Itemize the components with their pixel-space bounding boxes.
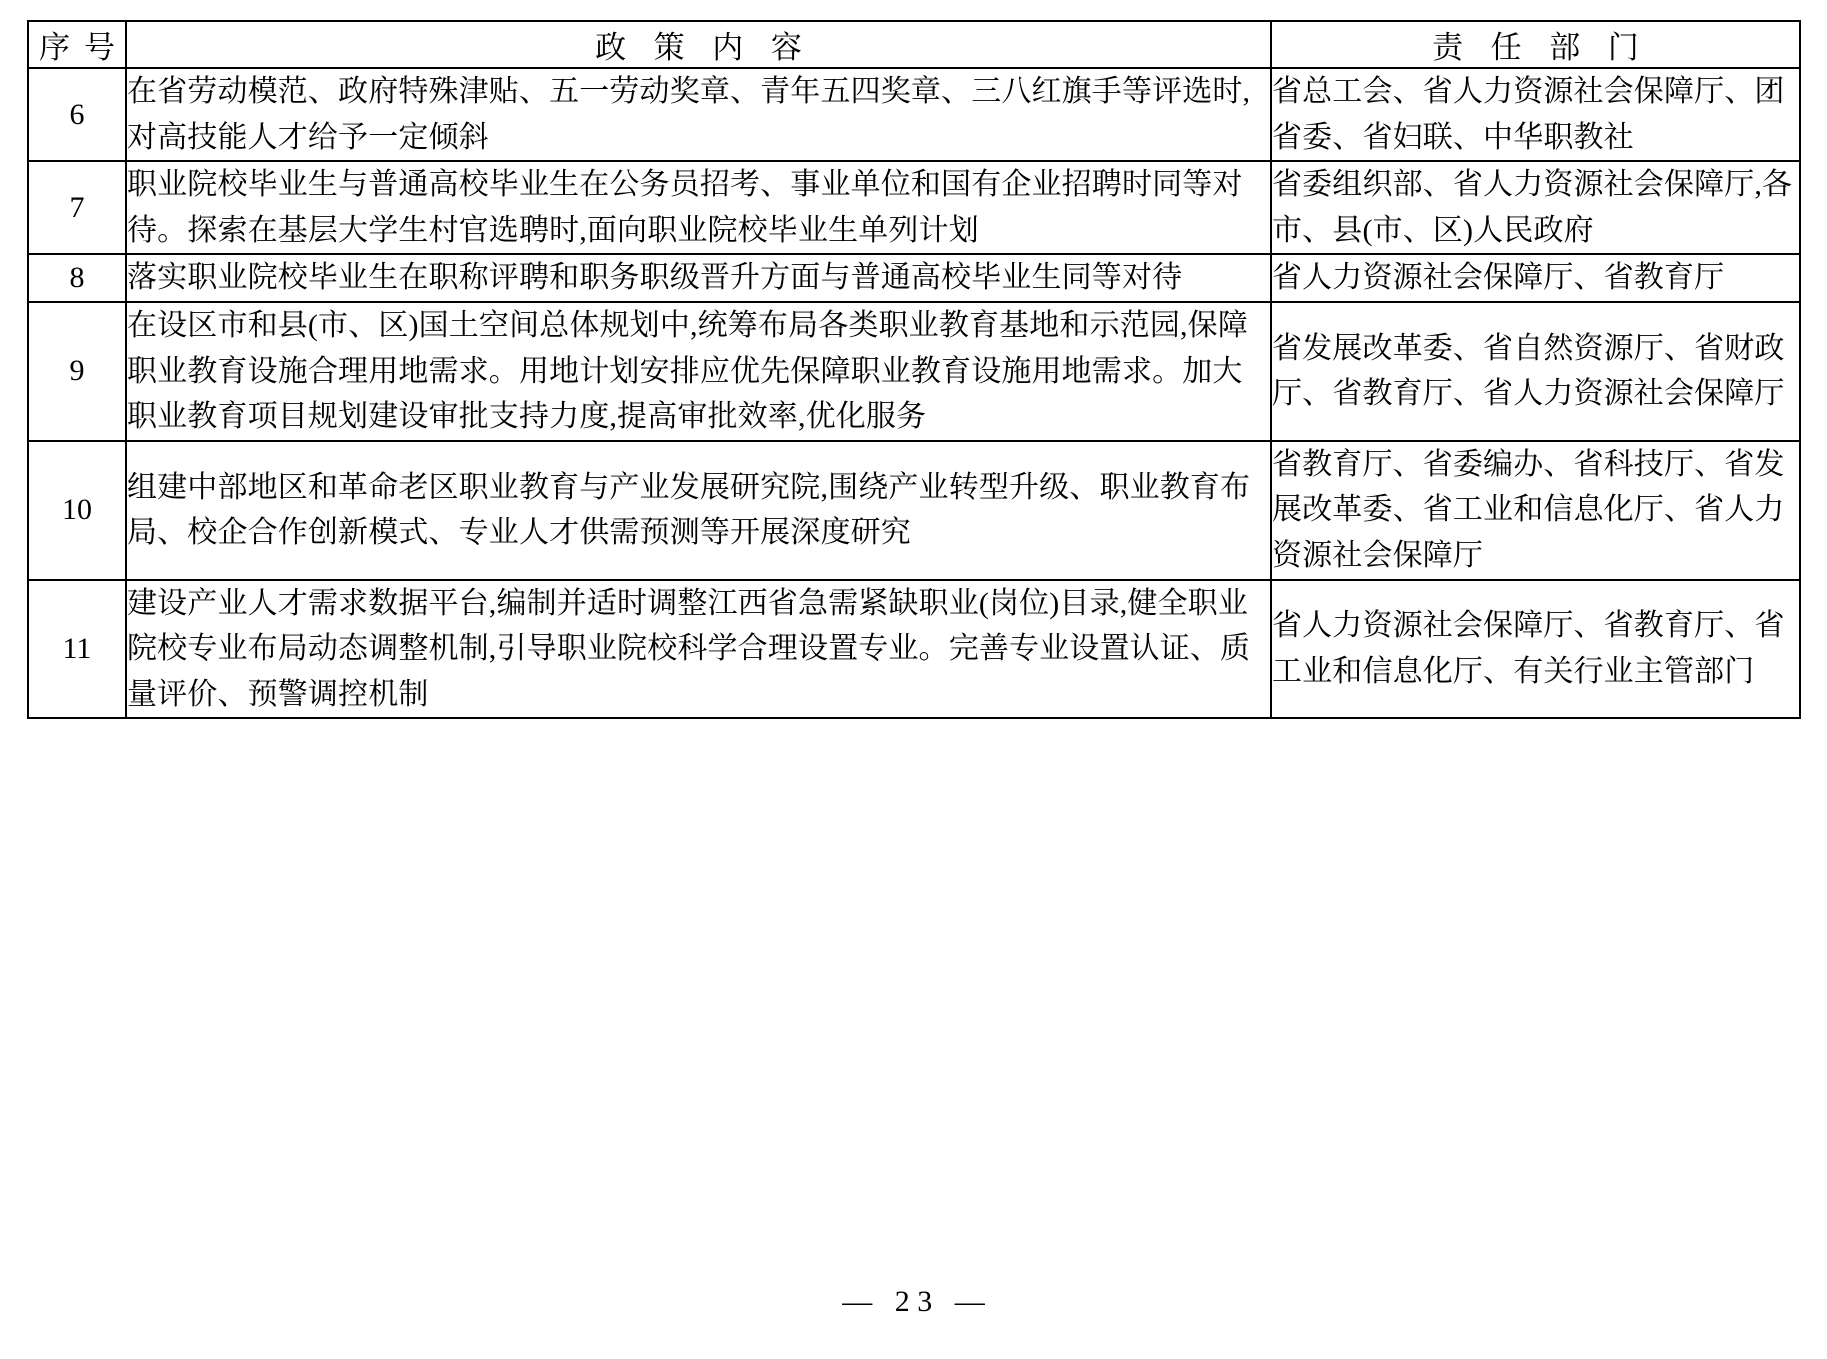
table-row — [28, 302, 1800, 441]
table-row — [28, 441, 1800, 580]
table-row — [28, 161, 1800, 254]
table-header-row — [28, 21, 1800, 68]
row-number: 6 — [28, 68, 126, 161]
row-department: 省总工会、省人力资源社会保障厅、团省委、省妇联、中华职教社 — [1271, 68, 1800, 161]
column-header-dept: 责 任 部 门 — [1271, 21, 1800, 68]
row-number: 11 — [28, 580, 126, 719]
row-content: 在设区市和县(市、区)国土空间总体规划中,统筹布局各类职业教育基地和示范园,保障职业教育设施合理用地需求。用地计划安排应优先保障职业教育设施用地需求。加大职业教育项目规划建设审批支持力度,提高审批效率,优化服务 — [126, 302, 1271, 441]
row-department: 省教育厅、省委编办、省科技厅、省发展改革委、省工业和信息化厅、省人力资源社会保障厅 — [1271, 441, 1800, 580]
table-row — [28, 254, 1800, 302]
page-number: — 23 — — [842, 1285, 993, 1318]
table-row — [28, 68, 1800, 161]
row-content: 落实职业院校毕业生在职称评聘和职务职级晋升方面与普通高校毕业生同等对待 — [126, 254, 1271, 302]
column-header-content: 政 策 内 容 — [126, 21, 1271, 68]
policy-table — [27, 20, 1801, 719]
row-number: 10 — [28, 441, 126, 580]
row-content: 建设产业人才需求数据平台,编制并适时调整江西省急需紧缺职业(岗位)目录,健全职业院校专业布局动态调整机制,引导职业院校科学合理设置专业。完善专业设置认证、质量评价、预警调控机制 — [126, 580, 1271, 719]
column-header-no: 序 号 — [28, 21, 126, 68]
row-department: 省发展改革委、省自然资源厅、省财政厅、省教育厅、省人力资源社会保障厅 — [1271, 302, 1800, 441]
row-content: 组建中部地区和革命老区职业教育与产业发展研究院,围绕产业转型升级、职业教育布局、校企合作创新模式、专业人才供需预测等开展深度研究 — [126, 441, 1271, 580]
table-row — [28, 580, 1800, 719]
row-department: 省人力资源社会保障厅、省教育厅、省工业和信息化厅、有关行业主管部门 — [1271, 580, 1800, 719]
row-content: 职业院校毕业生与普通高校毕业生在公务员招考、事业单位和国有企业招聘时同等对待。探索在基层大学生村官选聘时,面向职业院校毕业生单列计划 — [126, 161, 1271, 254]
row-number: 9 — [28, 302, 126, 441]
row-number: 8 — [28, 254, 126, 302]
row-number: 7 — [28, 161, 126, 254]
row-department: 省人力资源社会保障厅、省教育厅 — [1271, 254, 1800, 302]
row-content: 在省劳动模范、政府特殊津贴、五一劳动奖章、青年五四奖章、三八红旗手等评选时,对高技能人才给予一定倾斜 — [126, 68, 1271, 161]
row-department: 省委组织部、省人力资源社会保障厅,各市、县(市、区)人民政府 — [1271, 161, 1800, 254]
